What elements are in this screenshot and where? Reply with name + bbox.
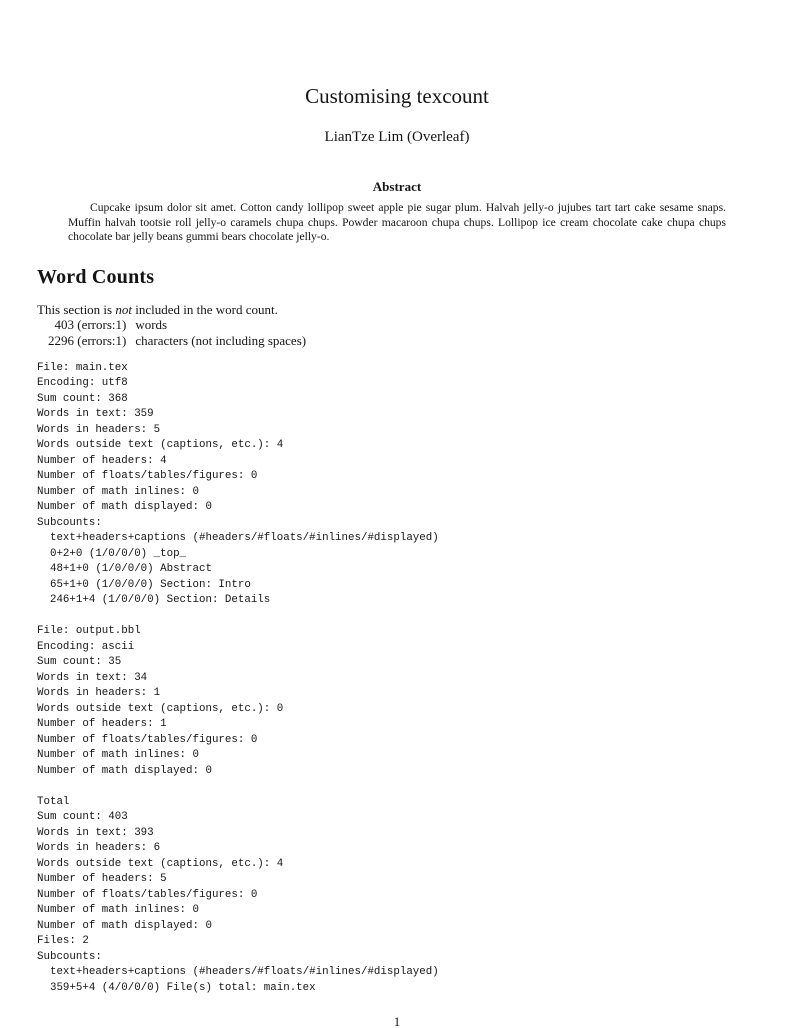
texcount-line: Number of floats/tables/figures: 0 <box>37 470 258 483</box>
count-number: 2296 <box>48 332 74 348</box>
texcount-line: Words in headers: 5 <box>37 423 161 436</box>
texcount-block <box>37 795 757 997</box>
texcount-line: Files: 2 <box>37 935 89 948</box>
abstract-text: Cupcake ipsum dolor sit amet. Cotton candy lollipop sweet apple pie sugar plum. Halvah jelly-o jujubes tart tart cake sesame snaps. Muffin halvah tootsie roll jelly-o caramels chupa chups. Powder macaroon chupa chups. Lollipop ice cream chocolate cake chupa chups chocolate bar jelly beans gummi bears chocolate jelly-o. <box>68 201 726 244</box>
texcount-line: 48+1+0 (1/0/0/0) Abstract <box>37 563 212 576</box>
texcount-line: Subcounts: <box>37 950 102 963</box>
texcount-line: 359+5+4 (4/0/0/0) File(s) total: main.tex <box>37 981 316 994</box>
texcount-line: Number of math displayed: 0 <box>37 501 212 514</box>
texcount-line: Number of math inlines: 0 <box>37 904 199 917</box>
section-heading-word-counts: Word Counts <box>37 265 155 288</box>
section-note <box>37 302 757 318</box>
texcount-block <box>37 361 757 609</box>
texcount-line: Number of headers: 5 <box>37 873 167 886</box>
page-number: 1 <box>393 1014 401 1028</box>
texcount-line: Number of headers: 1 <box>37 718 167 731</box>
section-note-post: included in the word count. <box>131 301 278 317</box>
texcount-line: text+headers+captions (#headers/#floats/#inlines/#displayed) <box>37 532 439 545</box>
abstract-heading: Abstract <box>372 179 422 194</box>
texcount-line: 65+1+0 (1/0/0/0) Section: Intro <box>37 578 251 591</box>
texcount-line: Words outside text (captions, etc.): 4 <box>37 439 284 452</box>
texcount-line: Encoding: utf8 <box>37 377 128 390</box>
count-label: characters (not including spaces) <box>135 332 307 348</box>
word-count-lines <box>37 317 757 348</box>
texcount-line: 246+1+4 (1/0/0/0) Section: Details <box>37 594 271 607</box>
texcount-line: Words in text: 393 <box>37 826 154 839</box>
texcount-line: Total <box>37 795 70 808</box>
section-note-emphasis: not <box>115 301 132 317</box>
texcount-line: Words outside text (captions, etc.): 0 <box>37 702 284 715</box>
texcount-line: Number of headers: 4 <box>37 454 167 467</box>
count-errors: (errors:1) <box>74 332 127 348</box>
texcount-line: File: main.tex <box>37 361 128 374</box>
texcount-block <box>37 624 757 779</box>
texcount-line: Number of math inlines: 0 <box>37 485 199 498</box>
texcount-line: Subcounts: <box>37 516 102 529</box>
texcount-output <box>37 361 757 997</box>
texcount-line: Words in text: 34 <box>37 671 148 684</box>
count-errors: (errors:1) <box>74 317 127 333</box>
texcount-line: 0+2+0 (1/0/0/0) _top_ <box>37 547 187 560</box>
texcount-line: Number of math displayed: 0 <box>37 919 212 932</box>
count-label: words <box>135 317 168 333</box>
texcount-line: Number of math displayed: 0 <box>37 764 212 777</box>
word-count-line <box>37 317 757 332</box>
texcount-line: Words outside text (captions, etc.): 4 <box>37 857 284 870</box>
texcount-line: Encoding: ascii <box>37 640 135 653</box>
texcount-line: File: output.bbl <box>37 625 141 638</box>
texcount-line: Sum count: 368 <box>37 392 128 405</box>
texcount-line: Number of floats/tables/figures: 0 <box>37 733 258 746</box>
texcount-line: Words in text: 359 <box>37 408 154 421</box>
texcount-line: Sum count: 35 <box>37 656 122 669</box>
texcount-line: Words in headers: 6 <box>37 842 161 855</box>
texcount-line: Number of floats/tables/figures: 0 <box>37 888 258 901</box>
count-number: 403 <box>54 317 74 333</box>
texcount-line: Number of math inlines: 0 <box>37 749 199 762</box>
author-line: LianTze Lim (Overleaf) <box>324 129 470 145</box>
word-count-line <box>37 333 757 348</box>
texcount-line: Words in headers: 1 <box>37 687 161 700</box>
document-title: Customising texcount <box>305 84 489 108</box>
texcount-line: text+headers+captions (#headers/#floats/#inlines/#displayed) <box>37 966 439 979</box>
texcount-line: Sum count: 403 <box>37 811 128 824</box>
section-note-pre: This section is <box>37 301 116 317</box>
